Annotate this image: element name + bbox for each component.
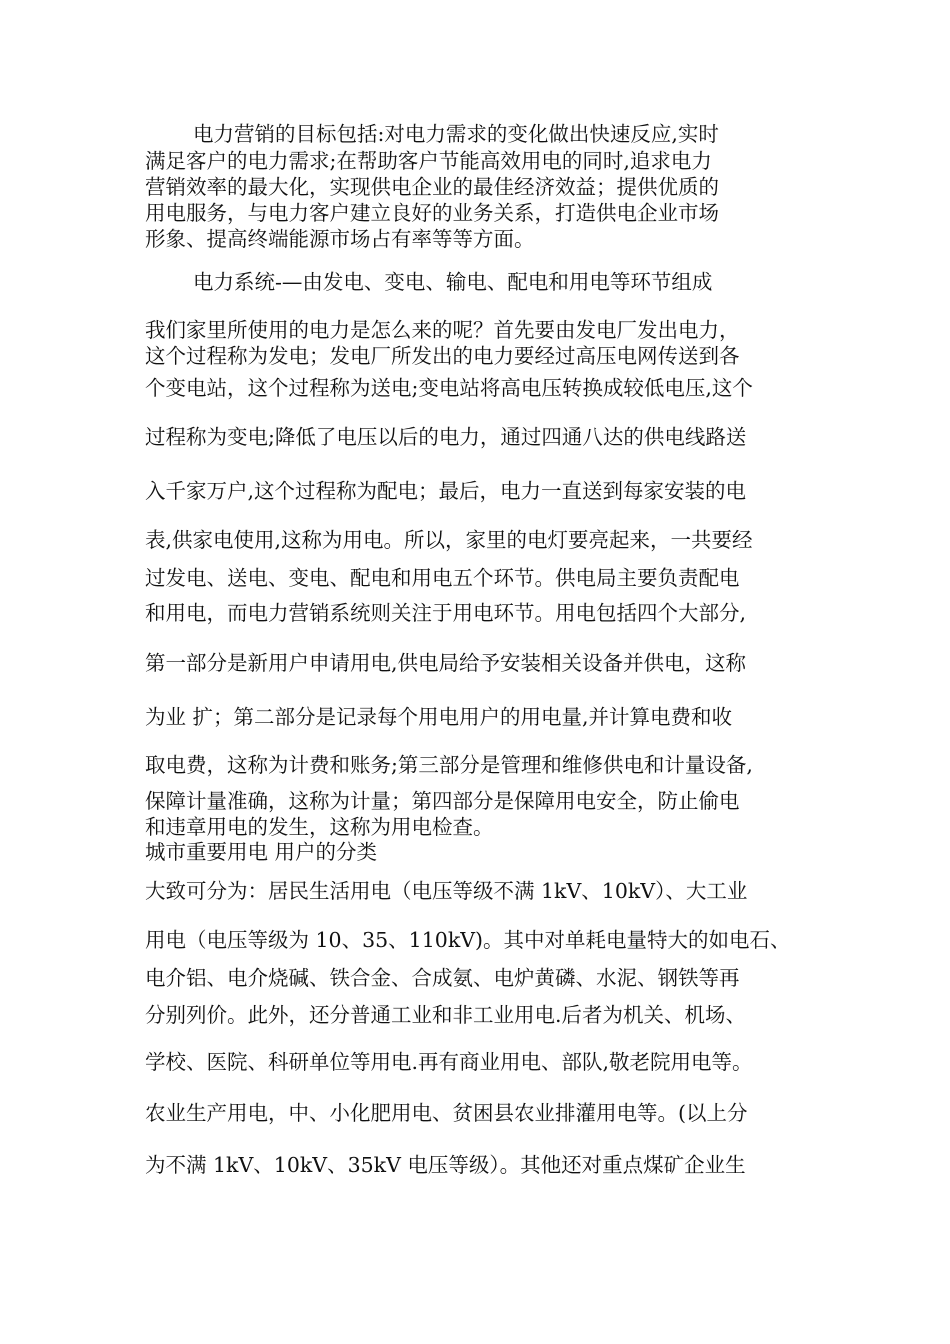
paragraph-3-line: 学校、医院、科研单位等用电.再有商业用电、部队,敬老院用电等。 [145, 1050, 753, 1074]
paragraph-2-line: 个变电站，这个过程称为送电;变电站将高电压转换成较低电压,这个 [145, 376, 753, 400]
paragraph-2-line: 表,供家电使用,这称为用电。所以，家里的电灯要亮起来，一共要经 [145, 528, 753, 552]
paragraph-3-line: 用电（电压等级为 10、35、110kV)。其中对单耗电量特大的如电石、 [145, 928, 791, 952]
paragraph-2-line: 和用电，而电力营销系统则关注于用电环节。用电包括四个大部分, [145, 601, 747, 625]
paragraph-2-line: 这个过程称为发电；发电厂所发出的电力要经过高压电网传送到各 [145, 344, 740, 368]
paragraph-1-line: 营销效率的最大化，实现供电企业的最佳经济效益；提供优质的 [145, 175, 719, 199]
paragraph-2-line: 入千家万户,这个过程称为配电；最后，电力一直送到每家安装的电 [145, 479, 747, 503]
paragraph-3-line: 分别列价。此外，还分普通工业和非工业用电.后者为机关、机场、 [145, 1003, 747, 1027]
paragraph-1-line: 电力营销的目标包括:对电力需求的变化做出快速反应,实时 [193, 122, 719, 146]
paragraph-2-line: 为业 扩；第二部分是记录每个用电用户的用电量,并计算电费和收 [145, 705, 733, 729]
paragraph-1-line: 满足客户的电力需求;在帮助客户节能高效用电的同时,追求电力 [145, 149, 712, 173]
paragraph-3-line: 农业生产用电，中、小化肥用电、贫困县农业排灌用电等。(以上分 [145, 1101, 748, 1125]
paragraph-2-line: 我们家里所使用的电力是怎么来的呢？首先要由发电厂发出电力， [145, 318, 740, 342]
paragraph-1-line: 用电服务，与电力客户建立良好的业务关系，打造供电企业市场 [145, 201, 719, 225]
section-heading: 城市重要用电 用户的分类 [145, 840, 378, 864]
paragraph-2-line: 第一部分是新用户申请用电,供电局给予安装相关设备并供电，这称 [145, 651, 747, 675]
section-heading: 电力系统-—由发电、变电、输电、配电和用电等环节组成 [193, 270, 713, 294]
paragraph-2-line: 保障计量准确，这称为计量；第四部分是保障用电安全，防止偷电 [145, 789, 740, 813]
paragraph-3-line: 大致可分为：居民生活用电（电压等级不满 1kV、10kV）、大工业 [145, 879, 748, 903]
paragraph-2-line: 过发电、送电、变电、配电和用电五个环节。供电局主要负责配电 [145, 566, 740, 590]
paragraph-3-line: 电介铝、电介烧碱、铁合金、合成氨、电炉黄磷、水泥、钢铁等再 [145, 966, 740, 990]
paragraph-2-line: 过程称为变电;降低了电压以后的电力，通过四通八达的供电线路送 [145, 425, 747, 449]
paragraph-1-line: 形象、提高终端能源市场占有率等等方面。 [145, 227, 535, 251]
paragraph-3-line: 为不满 1kV、10kV、35kV 电压等级）。其他还对重点煤矿企业生 [145, 1153, 746, 1177]
paragraph-2-line: 取电费，这称为计费和账务;第三部分是管理和维修供电和计量设备, [145, 753, 753, 777]
paragraph-2-line: 和违章用电的发生，这称为用电检查。 [145, 815, 494, 839]
